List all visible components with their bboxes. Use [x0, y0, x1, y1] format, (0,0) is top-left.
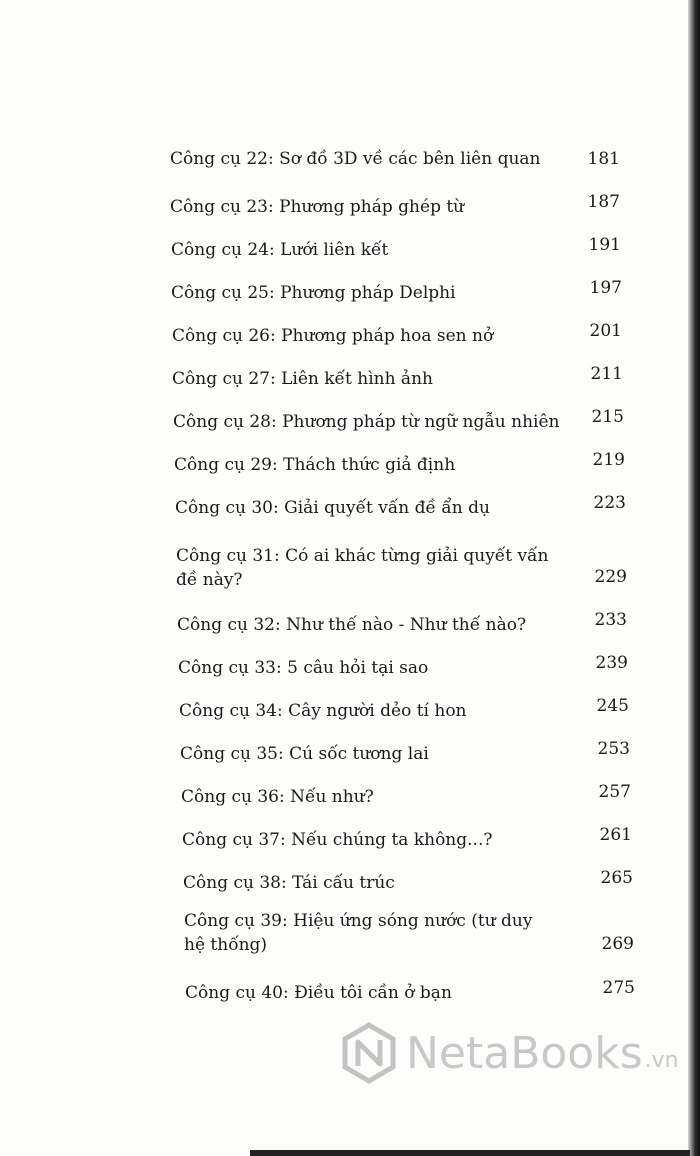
toc-entry-title: Công cụ 30: Giải quyết vấn đề ẩn dụ	[175, 498, 490, 518]
toc-entry-title: Công cụ 24: Lưới liên kết	[171, 240, 389, 260]
toc-page-number: 181	[587, 149, 620, 169]
toc-entry	[179, 699, 467, 723]
toc-entry-title: Công cụ 33: 5 câu hỏi tại sao	[178, 658, 429, 678]
toc-page-number: 223	[593, 493, 626, 513]
toc-entry-title: Công cụ 36: Nếu như?	[181, 787, 374, 807]
toc-page-number: 187	[587, 192, 620, 212]
toc-entry	[175, 496, 490, 520]
watermark-brand: NetaBooks	[406, 1027, 643, 1079]
toc-entry	[178, 656, 428, 680]
toc-entry-title: Công cụ 27: Liên kết hình ảnh	[172, 369, 433, 389]
netabooks-watermark	[338, 1018, 683, 1088]
toc-entry	[170, 147, 540, 171]
toc-entry-title: Công cụ 22: Sơ đồ 3D về các bên liên quan	[170, 149, 541, 169]
toc-entry-title: Công cụ 23: Phương pháp ghép từ	[170, 197, 465, 217]
toc-entry	[170, 195, 464, 219]
toc-page-number: 219	[592, 450, 625, 470]
toc-entry	[182, 828, 492, 852]
toc-page-number: 253	[597, 739, 630, 759]
toc-page-number: 245	[596, 696, 629, 716]
toc-entry	[174, 453, 455, 477]
toc-page-number: 229	[594, 567, 627, 587]
toc-page-number: 201	[589, 321, 622, 341]
toc-entry	[176, 544, 596, 592]
toc-page-number: 239	[595, 653, 628, 673]
toc-entry-title: Công cụ 29: Thách thức giả định	[174, 455, 456, 475]
toc-entry	[180, 742, 429, 766]
toc-entry	[171, 238, 388, 262]
toc-page-number: 197	[589, 278, 622, 298]
toc-entry-title-continued: đề này?	[176, 570, 243, 590]
watermark-suffix: .vn	[644, 1047, 679, 1073]
toc-entry-title: Công cụ 34: Cây người dẻo tí hon	[179, 701, 467, 721]
toc-entry	[183, 871, 395, 895]
toc-page-number: 275	[602, 978, 635, 998]
toc-entry	[172, 324, 493, 348]
toc-page-number: 257	[598, 782, 631, 802]
toc-entry	[177, 613, 526, 637]
toc-entry-title: Công cụ 32: Như thế nào - Như thế nào?	[177, 615, 527, 635]
toc-entry	[181, 785, 374, 809]
toc-entry	[171, 281, 456, 305]
toc-entry-title: Công cụ 39: Hiệu ứng sóng nước (tư duy	[184, 911, 533, 931]
toc-page-number: 269	[601, 934, 634, 954]
toc-entry	[185, 981, 452, 1005]
toc-entry	[172, 367, 433, 391]
netabooks-logo-icon	[338, 1022, 400, 1084]
toc-page-number: 261	[599, 825, 632, 845]
toc-entry-title: Công cụ 25: Phương pháp Delphi	[171, 283, 456, 303]
toc-page-number: 191	[588, 235, 621, 255]
toc-entry-title-continued: hệ thống)	[184, 935, 268, 955]
toc-entry-title: Công cụ 35: Cú sốc tương lai	[180, 744, 429, 764]
toc-entry-title: Công cụ 37: Nếu chúng ta không...?	[182, 830, 493, 850]
toc-entry	[173, 410, 559, 434]
toc-entry-title: Công cụ 28: Phương pháp từ ngữ ngẫu nhiên	[173, 412, 560, 432]
toc-entry-title: Công cụ 38: Tái cấu trúc	[183, 873, 395, 893]
toc-page-number: 233	[594, 610, 627, 630]
toc-page-number: 211	[590, 364, 623, 384]
toc-entry	[184, 909, 604, 957]
toc-entry-title: Công cụ 26: Phương pháp hoa sen nở	[172, 326, 494, 346]
toc-page-number: 215	[591, 407, 624, 427]
toc-page-number: 265	[600, 868, 633, 888]
toc-entry-title: Công cụ 40: Điều tôi cần ở bạn	[185, 983, 452, 1003]
toc-entry-title: Công cụ 31: Có ai khác từng giải quyết vấn	[176, 546, 549, 566]
